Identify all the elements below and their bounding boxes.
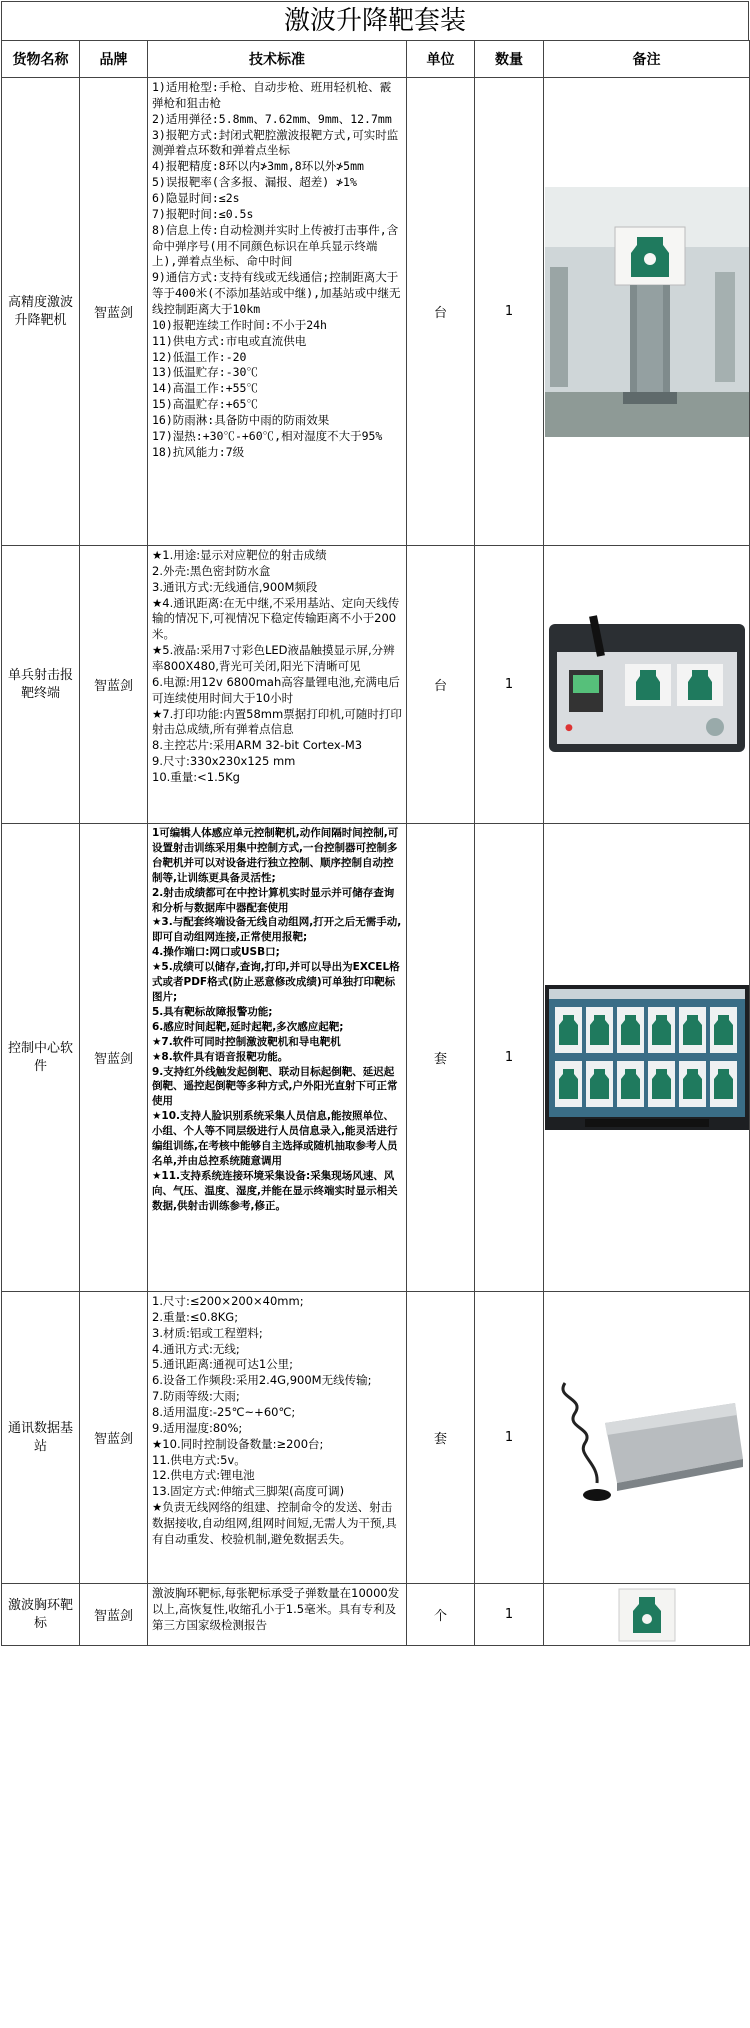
spec-line: 4.通讯方式:无线;: [152, 1341, 240, 1356]
spec-line: 6.感应时间起靶,延时起靶,多次感应起靶;: [152, 1020, 344, 1033]
header-remarks: 备注: [544, 41, 750, 78]
spec-line: ★11.支持系统连接环境采集设备:采集现场风速、风向、气压、温度、湿度,并能在显示终端实时显示相关数据,供射击训练参考,修正。: [152, 1169, 398, 1212]
spec-line: 2.外壳:黑色密封防水盒: [152, 563, 271, 578]
spec-line: ★7.软件可同时控制激波靶机和导电靶机: [152, 1035, 341, 1048]
software-screenshot: [545, 985, 749, 1130]
remarks-image: [544, 1584, 750, 1646]
spec-line: ★4.通讯距离:在无中继,不采用基站、定向天线传输的情况下,可视情况下稳定传输距离不小于200米。: [152, 595, 400, 642]
spec-line: 3)报靶方式:封闭式靶腔激波报靶方式,可实时监测弹着点环数和弹着点坐标: [152, 127, 399, 158]
spec-line: 3.通讯方式:无线通信,900M频段: [152, 579, 318, 594]
spec-line: 1可编辑人体感应单元控制靶机,动作间隔时间控制,可设置射击训练采用集中控制方式,一台控制器可控制多台靶机并可以对设备进行独立控制、顺序控制自动控制等,让训练更具备灵活性;: [152, 827, 399, 884]
goods-name: 单兵射击报靶终端: [2, 546, 80, 824]
goods-name: 激波胸环靶标: [2, 1584, 80, 1646]
spec-line: 5)误报靶率(含多报、漏报、超差) ≯1%: [152, 175, 357, 190]
spec-line: 13)低温贮存:-30℃: [152, 365, 258, 380]
header-unit: 单位: [407, 41, 475, 78]
spec-line: 10)报靶连续工作时间:不小于24h: [152, 317, 327, 332]
table-row: [2, 1584, 750, 1646]
tech-standard: [148, 824, 407, 1292]
spec-line: 17)湿热:+30℃-+60℃,相对湿度不大于95%: [152, 428, 383, 443]
header-quantity: 数量: [475, 41, 544, 78]
brand: 智蓝剑: [80, 824, 148, 1292]
spec-line: 6)隐显时间:≤2s: [152, 191, 240, 206]
unit: 台: [407, 78, 475, 546]
spec-line: 16)防雨淋:具备防中雨的防雨效果: [152, 413, 330, 428]
table-row: [2, 546, 750, 824]
spec-line: ★5.成绩可以储存,查询,打印,并可以导出为EXCEL格式或者PDF格式(防止恶意修改成绩)可单独打印靶标图片;: [152, 961, 400, 1003]
chest-target-photo: [617, 1587, 677, 1643]
spec-line: 3.材质:铝或工程塑料;: [152, 1325, 263, 1340]
brand: 智蓝剑: [80, 546, 148, 824]
brand: 智蓝剑: [80, 1292, 148, 1584]
spec-line: 12)低温工作:-20: [152, 349, 247, 364]
spec-line: 2)适用弹径:5.8mm、7.62mm、9mm、12.7mm: [152, 111, 392, 126]
tech-standard: [148, 546, 407, 824]
brand: 智蓝剑: [80, 1584, 148, 1646]
spec-line: 8.适用温度:-25℃~+60℃;: [152, 1405, 296, 1420]
spec-line: 8)信息上传:自动检测并实时上传被打击事件,含命中弹序号(用不同颜色标识在单兵显示终端上),弹着点坐标、命中时间: [152, 222, 399, 269]
header-goods-name: 货物名称: [2, 41, 80, 78]
spec-line: 激波胸环靶标,每张靶标承受子弹数量在10000发以上,高恢复性,收缩孔小于1.5毫米。具有专利及第三方国家级检测报告: [152, 1586, 400, 1632]
remarks-image: [544, 1292, 750, 1584]
spec-line: 1)适用枪型:手枪、自动步枪、班用轻机枪、霰弹枪和狙击枪: [152, 80, 392, 110]
spec-line: ★10.同时控制设备数量:≥200台;: [152, 1436, 324, 1451]
spec-line: 6.设备工作频段:采用2.4G,900M无线传输;: [152, 1373, 372, 1388]
spec-line: ★负责无线网络的组建、控制命令的发送、射击数据接收,自动组网,组网时间短,无需人为干预,具有自动重发、校验机制,避免数据丢失。: [152, 1500, 397, 1546]
spec-line: 7.防雨等级:大雨;: [152, 1389, 240, 1404]
spec-line: 1.尺寸:≤200×200×40mm;: [152, 1294, 304, 1308]
spec-line: 9)通信方式:支持有线或无线通信;控制距离大于等于400米(不添加基站或中继),加基站或中继无线控制距离大于10km: [152, 270, 401, 317]
table-row: [2, 824, 750, 1292]
remarks-image: [544, 546, 750, 824]
tech-standard: [148, 1584, 407, 1646]
terminal-photo: [545, 612, 749, 757]
header-tech-standard: 技术标准: [148, 41, 407, 78]
remarks-image: [544, 78, 750, 546]
spec-line: ★1.用途:显示对应靶位的射击成绩: [152, 548, 327, 562]
spec-line: 9.尺寸:330x230x125 mm: [152, 754, 296, 769]
spec-line: 2.射击成绩都可在中控计算机实时显示并可储存查询和分析与数据库中器配套使用: [152, 886, 395, 914]
quantity: 1: [475, 546, 544, 824]
spec-line: 8.主控芯片:采用ARM 32-bit Cortex-M3: [152, 738, 363, 753]
spec-line: ★8.软件具有语音报靶功能。: [152, 1050, 289, 1063]
tech-standard: [148, 78, 407, 546]
spec-line: 10.重量:<1.5Kg: [152, 770, 240, 785]
spec-line: 4)报靶精度:8环以内≯3mm,8环以外≯5mm: [152, 159, 364, 174]
lift-target-photo: [545, 187, 749, 437]
quantity: 1: [475, 1584, 544, 1646]
spec-line: 6.电源:用12v 6800mah高容量锂电池,充满电后可连续使用时间大于10小时: [152, 674, 400, 705]
header-brand: 品牌: [80, 41, 148, 78]
tech-standard: [148, 1292, 407, 1584]
brand: 智蓝剑: [80, 78, 148, 546]
spec-line: 11.供电方式:5v。: [152, 1452, 246, 1467]
spec-line: 14)高温工作:+55℃: [152, 381, 258, 396]
base-station-photo: [545, 1363, 749, 1513]
spec-line: 7)报靶时间:≤0.5s: [152, 206, 254, 221]
spec-line: 5.通讯距离:通视可达1公里;: [152, 1357, 294, 1372]
svg-text:●: ●: [564, 723, 573, 733]
spec-line: ★3.与配套终端设备无线自动组网,打开之后无需手动,即可自动组网连接,正常使用报靶;: [152, 916, 402, 944]
spec-line: ★10.支持人脸识别系统采集人员信息,能按照单位、小组、个人等不同层级进行人员信息录入,能灵活进行编组训练,在考核中能够自主选择或随机抽取参考人员名单,并由总控系统随意调用: [152, 1110, 398, 1167]
table-row: [2, 1292, 750, 1584]
spec-line: 9.适用湿度:80%;: [152, 1420, 243, 1435]
unit: 套: [407, 1292, 475, 1584]
table-row: [2, 78, 750, 546]
header-row: [2, 41, 750, 78]
spec-sheet: [1, 1, 749, 1646]
spec-line: 9.支持红外线触发起倒靶、联动目标起倒靶、延迟起倒靶、遥控起倒靶等多种方式,户外阳光直射下可正常使用: [152, 1065, 398, 1108]
quantity: 1: [475, 824, 544, 1292]
spec-line: 15)高温贮存:+65℃: [152, 397, 258, 412]
spec-line: 5.具有靶标故障报警功能;: [152, 1005, 273, 1018]
spec-table: [1, 40, 750, 1646]
remarks-image: [544, 824, 750, 1292]
spec-line: ★5.液晶:采用7寸彩色LED液晶触摸显示屏,分辨率800X480,背光可关闭,阳光下清晰可见: [152, 643, 395, 674]
spec-line: ★7.打印功能:内置58mm票据打印机,可随时打印射击总成绩,所有弹着点信息: [152, 706, 402, 737]
spec-line: 2.重量:≤0.8KG;: [152, 1309, 239, 1324]
goods-name: 通讯数据基站: [2, 1292, 80, 1584]
quantity: 1: [475, 1292, 544, 1584]
quantity: 1: [475, 78, 544, 546]
spec-line: 13.固定方式:伸缩式三脚架(高度可调): [152, 1484, 345, 1499]
unit: 台: [407, 546, 475, 824]
spec-line: 12.供电方式:锂电池: [152, 1468, 255, 1483]
unit: 套: [407, 824, 475, 1292]
unit: 个: [407, 1584, 475, 1646]
page-title: 激波升降靶套装: [1, 1, 749, 40]
goods-name: 控制中心软件: [2, 824, 80, 1292]
spec-line: 11)供电方式:市电或直流供电: [152, 333, 307, 348]
spec-line: 18)抗风能力:7级: [152, 444, 245, 459]
spec-line: 4.操作端口:网口或USB口;: [152, 946, 280, 959]
goods-name: 高精度激波升降靶机: [2, 78, 80, 546]
